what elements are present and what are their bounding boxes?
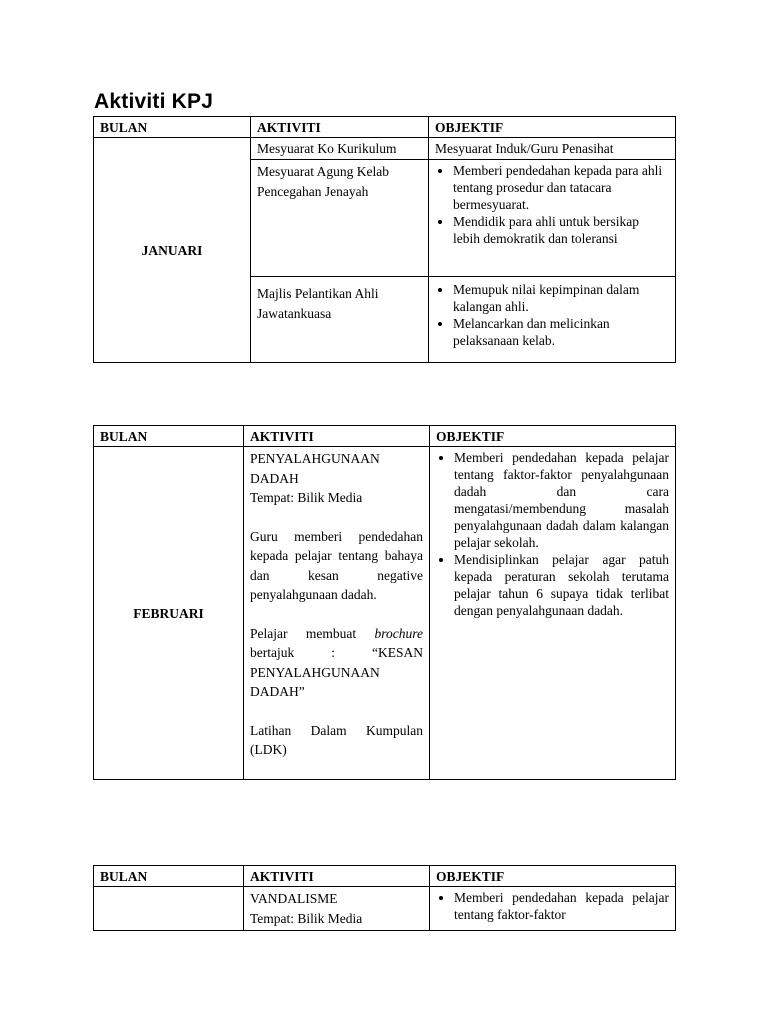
- activity-ldk: Latihan Dalam Kumpulan (LDK): [250, 722, 423, 757]
- month-cell: [94, 887, 244, 931]
- activity-cell: [244, 447, 430, 780]
- header-aktiviti: AKTIVITI: [244, 866, 430, 887]
- header-aktiviti: AKTIVITI: [251, 117, 429, 138]
- activity-task-text: bertajuk : “KESAN PENYALAHGUNAAN DADAH”: [250, 645, 423, 699]
- objective-cell: [429, 277, 676, 363]
- activity-task-text: Pelajar membuat: [250, 625, 357, 641]
- header-bulan: BULAN: [94, 866, 244, 887]
- month-cell: FEBRUARI: [94, 447, 244, 780]
- objective-item: • Mendidik para ahli untuk bersikap lebih demokratik dan toleransi: [453, 213, 669, 247]
- objective-item: • Memupuk nilai kepimpinan dalam kalangan ahli.: [453, 281, 669, 315]
- objective-list: [435, 281, 669, 349]
- objective-item: • Mendisiplinkan pelajar agar patuh kepada peraturan sekolah terutama pelajar tahun 6 supaya tidak terlibat dengan penyalahgunaan dadah.: [454, 551, 669, 619]
- activity-title: VANDALISME: [250, 891, 338, 906]
- objective-cell: [430, 887, 676, 931]
- activity-task: [250, 624, 423, 702]
- header-objektif: OBJEKTIF: [430, 866, 676, 887]
- objective-list: [436, 889, 669, 923]
- objective-cell: Mesyuarat Induk/Guru Penasihat: [429, 138, 676, 160]
- header-objektif: OBJEKTIF: [429, 117, 676, 138]
- objective-item: • Memberi pendedahan kepada pelajar tentang faktor-faktor: [454, 889, 669, 923]
- objective-list: [435, 162, 669, 247]
- activity-cell: [244, 887, 430, 931]
- activity-venue: Tempat: Bilik Media: [250, 490, 363, 505]
- activity-table-februari: [93, 425, 676, 780]
- header-objektif: OBJEKTIF: [430, 426, 676, 447]
- header-bulan: BULAN: [94, 117, 251, 138]
- activity-cell: Majlis Pelantikan Ahli Jawatankuasa: [251, 277, 429, 363]
- activity-cell: Mesyuarat Agung Kelab Pencegahan Jenayah: [251, 160, 429, 277]
- objective-list: [436, 449, 669, 619]
- objective-item: • Memberi pendedahan kepada pelajar tentang faktor-faktor penyalahgunaan dadah dan cara mengatasi/membendung masalah penyalahgunaan dadah dalam kalangan pelajar sekolah.: [454, 449, 669, 551]
- objective-item: • Memberi pendedahan kepada para ahli tentang prosedur dan tatacara bermesyuarat.: [453, 162, 669, 213]
- objective-cell: [430, 447, 676, 780]
- activity-description: Guru memberi pendedahan kepada pelajar tentang bahaya dan kesan negative penyalahgunaan dadah.: [250, 528, 423, 602]
- header-aktiviti: AKTIVITI: [244, 426, 430, 447]
- header-bulan: BULAN: [94, 426, 244, 447]
- objective-cell: [429, 160, 676, 277]
- activity-title: PENYALAHGUNAAN DADAH: [250, 451, 380, 486]
- objective-item: • Melancarkan dan melicinkan pelaksanaan kelab.: [453, 315, 669, 349]
- month-cell: JANUARI: [94, 138, 251, 363]
- activity-cell: Mesyuarat Ko Kurikulum: [251, 138, 429, 160]
- page-title: Aktiviti KPJ: [94, 90, 214, 113]
- activity-table-next: [93, 865, 676, 931]
- activity-task-italic: brochure: [374, 625, 423, 641]
- activity-venue: Tempat: Bilik Media: [250, 910, 363, 926]
- activity-table-januari: [93, 116, 676, 363]
